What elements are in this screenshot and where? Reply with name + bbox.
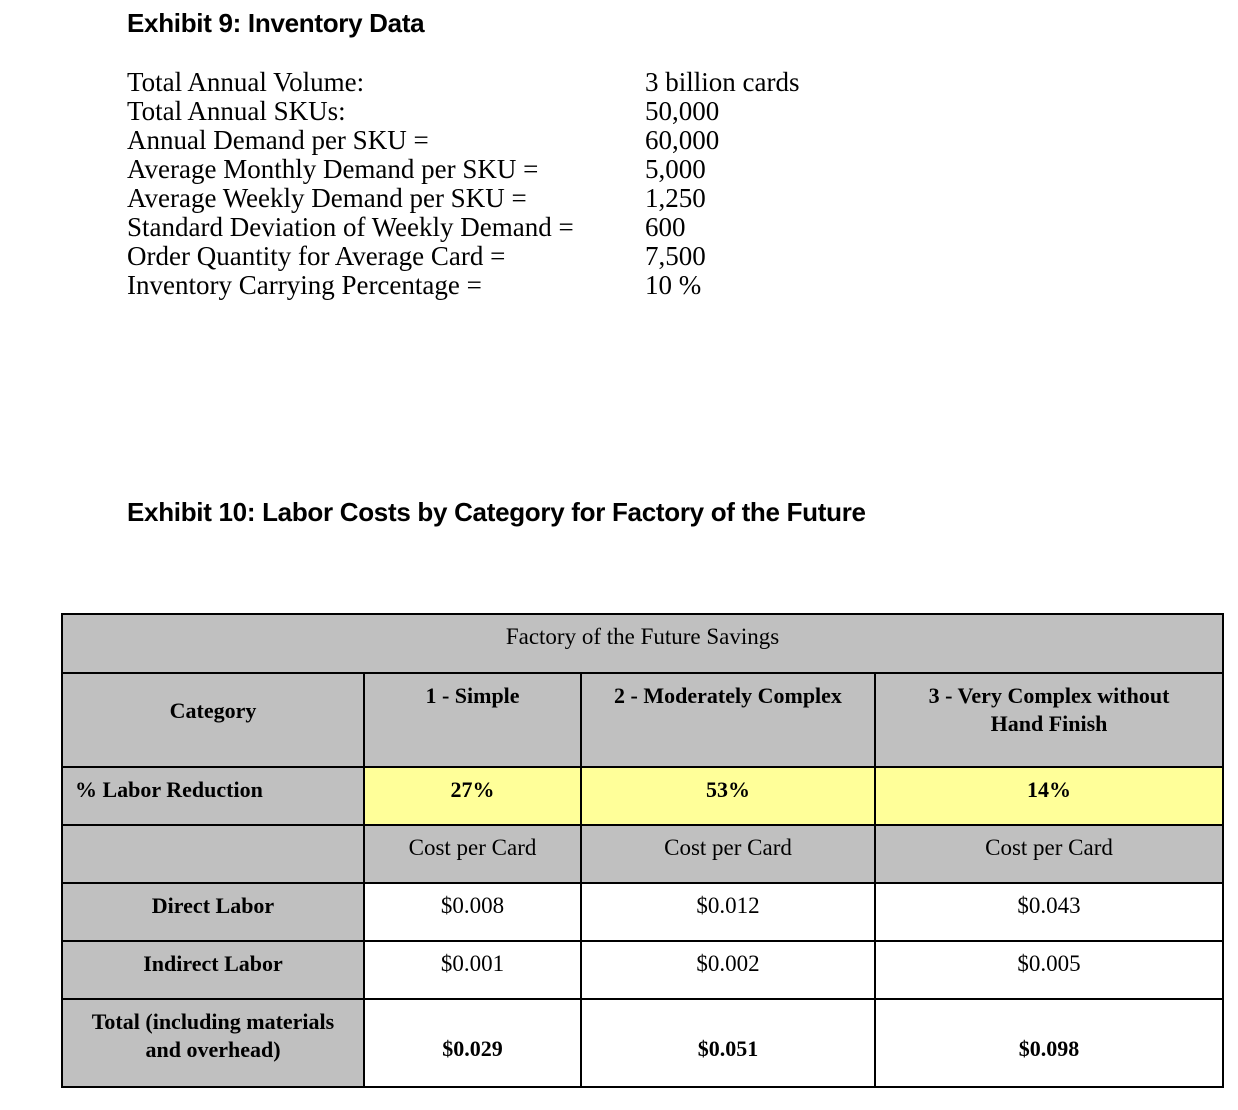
total-cell: $0.051 bbox=[581, 999, 875, 1087]
super-header-cell: Factory of the Future Savings bbox=[62, 614, 1223, 673]
direct-labor-cell: $0.043 bbox=[875, 883, 1223, 941]
column-header-simple: 1 - Simple bbox=[364, 673, 581, 767]
exhibit-9-title: Exhibit 9: Inventory Data bbox=[127, 8, 425, 38]
inventory-row bbox=[127, 155, 799, 184]
inventory-row bbox=[127, 184, 799, 213]
total-label-cell: Total (including materials and overhead) bbox=[62, 999, 364, 1087]
table-header-row bbox=[62, 673, 1223, 767]
labor-cost-table bbox=[61, 613, 1224, 1088]
inventory-value: 5,000 bbox=[645, 154, 706, 184]
inventory-value: 60,000 bbox=[645, 125, 720, 155]
indirect-labor-label-cell: Indirect Labor bbox=[62, 941, 364, 999]
inventory-value: 600 bbox=[645, 212, 686, 242]
table-row bbox=[62, 941, 1223, 999]
reduction-cell: 14% bbox=[875, 767, 1223, 825]
inventory-label: Total Annual SKUs: bbox=[127, 96, 346, 126]
inventory-label: Order Quantity for Average Card = bbox=[127, 241, 506, 271]
inventory-value: 50,000 bbox=[645, 96, 720, 126]
inventory-label: Average Weekly Demand per SKU = bbox=[127, 183, 527, 213]
inventory-value: 1,250 bbox=[645, 183, 706, 213]
inventory-label: Annual Demand per SKU = bbox=[127, 125, 429, 155]
indirect-labor-cell: $0.005 bbox=[875, 941, 1223, 999]
table-super-header-row bbox=[62, 614, 1223, 673]
reduction-cell: 27% bbox=[364, 767, 581, 825]
total-cell: $0.029 bbox=[364, 999, 581, 1087]
direct-labor-label-cell: Direct Labor bbox=[62, 883, 364, 941]
inventory-row bbox=[127, 97, 799, 126]
inventory-row bbox=[127, 126, 799, 155]
column-header-very-complex: 3 - Very Complex without Hand Finish bbox=[875, 673, 1223, 767]
inventory-value: 3 billion cards bbox=[645, 67, 800, 97]
inventory-row bbox=[127, 242, 799, 271]
inventory-row bbox=[127, 213, 799, 242]
cost-header-cell: Cost per Card bbox=[875, 825, 1223, 883]
reduction-cell: 53% bbox=[581, 767, 875, 825]
inventory-row bbox=[127, 271, 799, 300]
exhibit-10-title: Exhibit 10: Labor Costs by Category for Factory of the Future bbox=[127, 497, 866, 527]
indirect-labor-cell: $0.001 bbox=[364, 941, 581, 999]
table-row bbox=[62, 767, 1223, 825]
direct-labor-cell: $0.008 bbox=[364, 883, 581, 941]
empty-cell bbox=[62, 825, 364, 883]
table-row bbox=[62, 999, 1223, 1087]
inventory-label: Inventory Carrying Percentage = bbox=[127, 270, 482, 300]
inventory-label: Standard Deviation of Weekly Demand = bbox=[127, 212, 574, 242]
inventory-label: Total Annual Volume: bbox=[127, 67, 365, 97]
inventory-value: 10 % bbox=[645, 270, 702, 300]
column-header-moderately-complex: 2 - Moderately Complex bbox=[581, 673, 875, 767]
indirect-labor-cell: $0.002 bbox=[581, 941, 875, 999]
table-row bbox=[62, 825, 1223, 883]
table-row bbox=[62, 883, 1223, 941]
total-cell: $0.098 bbox=[875, 999, 1223, 1087]
reduction-label-cell: % Labor Reduction bbox=[62, 767, 364, 825]
cost-header-cell: Cost per Card bbox=[364, 825, 581, 883]
inventory-data-list bbox=[127, 68, 799, 300]
category-header-cell: Category bbox=[62, 673, 364, 767]
direct-labor-cell: $0.012 bbox=[581, 883, 875, 941]
inventory-value: 7,500 bbox=[645, 241, 706, 271]
inventory-label: Average Monthly Demand per SKU = bbox=[127, 154, 539, 184]
cost-header-cell: Cost per Card bbox=[581, 825, 875, 883]
inventory-row bbox=[127, 68, 799, 97]
